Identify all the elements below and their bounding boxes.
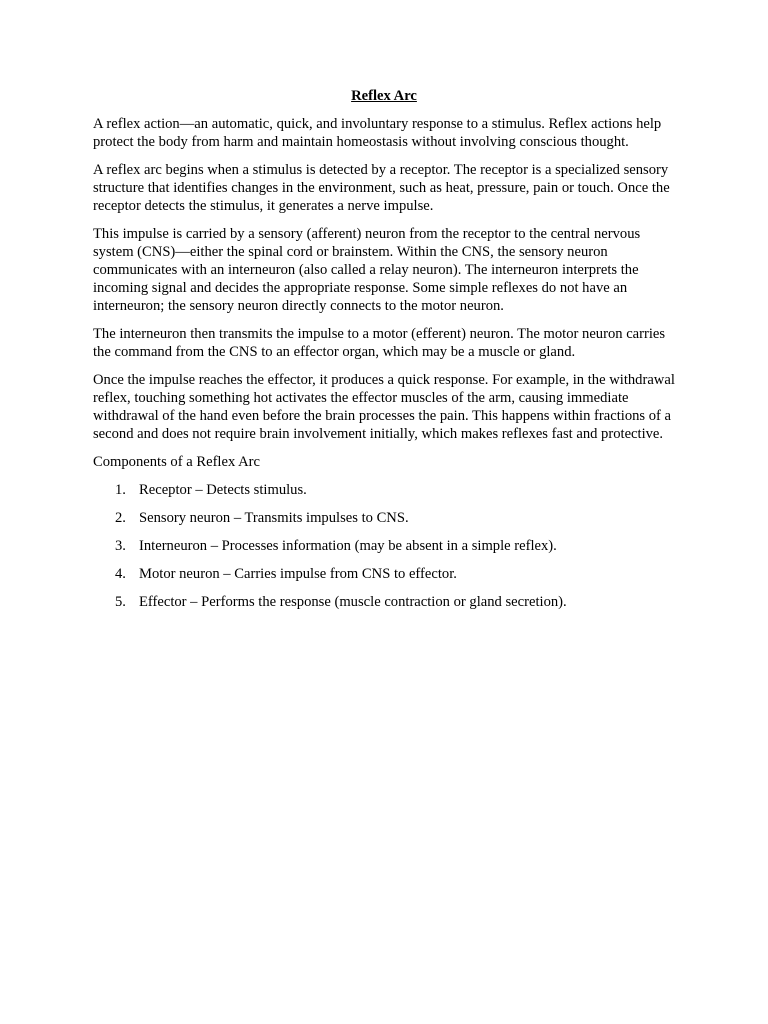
list-item xyxy=(93,537,675,555)
paragraph-receptor: A reflex arc begins when a stimulus is detected by a receptor. The receptor is a specialized sensory structure that identifies changes in the environment, such as heat, pressure, pain or touch. Once the receptor detects the stimulus, it generates a nerve impulse. xyxy=(93,162,670,214)
list-item-text: Motor neuron – Carries impulse from CNS to effector. xyxy=(139,566,457,582)
list-item-text: Effector – Performs the response (muscle contraction or gland secretion). xyxy=(139,594,567,610)
list-item-number: 4. xyxy=(115,566,126,582)
paragraph-intro: A reflex action—an automatic, quick, and involuntary response to a stimulus. Reflex actions help protect the body from harm and maintain homeostasis without involving conscious thought. xyxy=(93,116,662,150)
list-item-text: Interneuron – Processes information (may be absent in a simple reflex). xyxy=(139,538,557,554)
document-title: Reflex Arc xyxy=(351,88,417,104)
list-item-number: 1. xyxy=(115,482,126,498)
list-item-number: 2. xyxy=(115,510,126,526)
list-item xyxy=(93,509,675,527)
components-list xyxy=(93,481,675,611)
list-item xyxy=(93,565,675,583)
list-item xyxy=(93,481,675,499)
list-item-number: 5. xyxy=(115,594,126,610)
list-item-text: Receptor – Detects stimulus. xyxy=(139,482,307,498)
list-item xyxy=(93,593,675,611)
paragraph-motor-neuron: The interneuron then transmits the impulse to a motor (efferent) neuron. The motor neuron carries the command from the CNS to an effector organ, which may be a muscle or gland. xyxy=(93,326,666,360)
paragraph-effector: Once the impulse reaches the effector, it produces a quick response. For example, in the withdrawal reflex, touching something hot activates the effector muscles of the arm, causing immediate withdrawal of the hand even before the brain processes the pain. This happens within fractions of a second and does not require brain involvement initially, which makes reflexes fast and protective. xyxy=(93,372,675,442)
document-page xyxy=(93,87,675,621)
components-heading: Components of a Reflex Arc xyxy=(93,454,260,470)
paragraph-sensory-neuron: This impulse is carried by a sensory (afferent) neuron from the receptor to the central nervous system (CNS)—either the spinal cord or brainstem. Within the CNS, the sensory neuron communicates with an interneuron (also called a relay neuron). The interneuron interprets the incoming signal and decides the appropriate response. Some simple reflexes do not have an interneuron; the sensory neuron directly connects to the motor neuron. xyxy=(93,226,641,314)
list-item-text: Sensory neuron – Transmits impulses to CNS. xyxy=(139,510,409,526)
list-item-number: 3. xyxy=(115,538,126,554)
